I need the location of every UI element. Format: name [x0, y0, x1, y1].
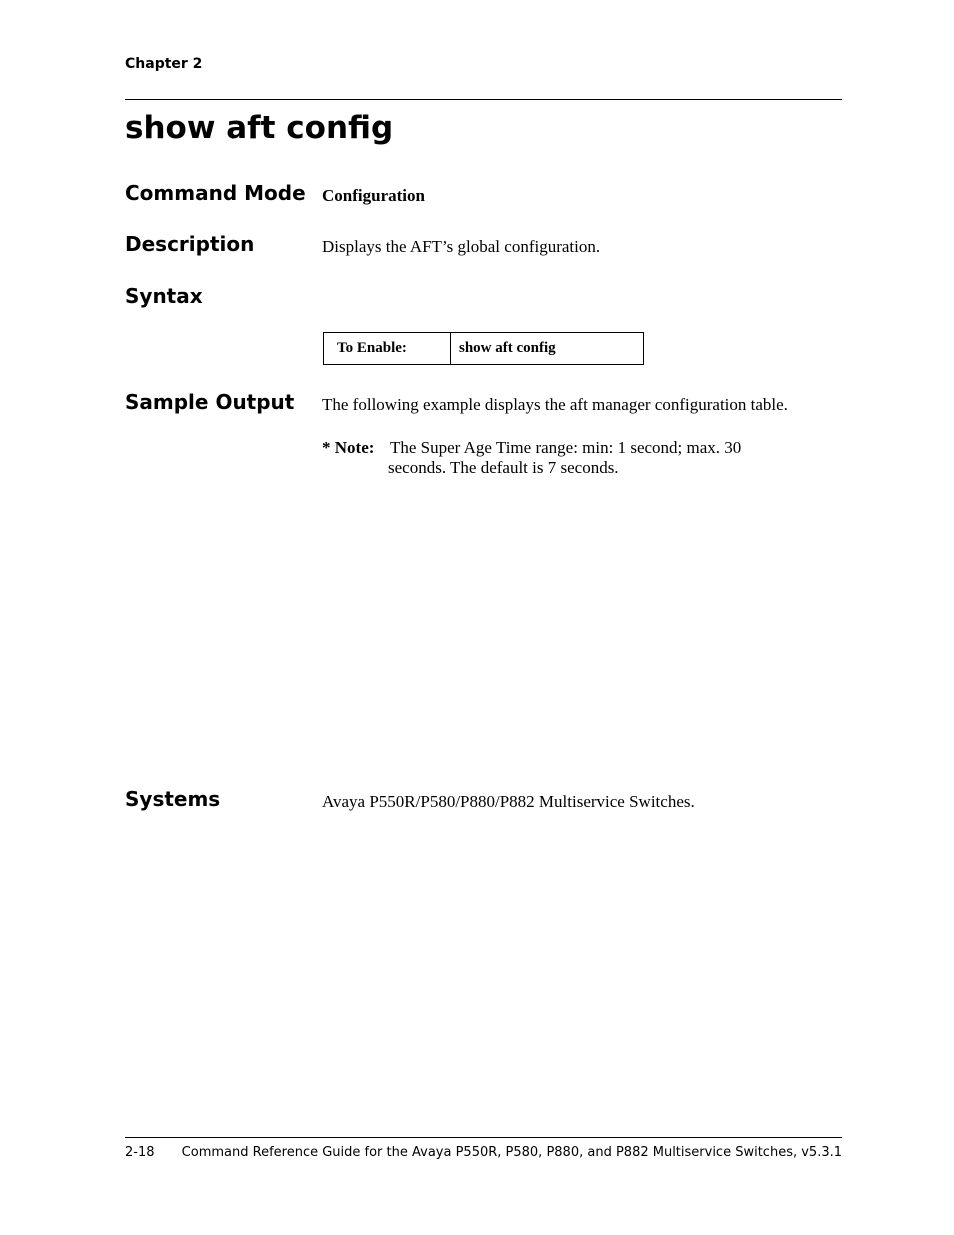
- footer-doc-title: Command Reference Guide for the Avaya P550R, P580, P880, and P882 Multiservice Switches, v5.3.1: [181, 1145, 842, 1160]
- description-text: Displays the AFT’s global configuration.: [322, 237, 601, 256]
- syntax-table: [323, 332, 644, 365]
- systems-heading: Systems: [125, 787, 221, 811]
- footer-page-number: 2-18: [125, 1145, 155, 1160]
- sample-output-text: The following example displays the aft manager configuration table.: [322, 395, 788, 414]
- chapter-label: Chapter 2: [125, 56, 203, 72]
- syntax-command-cell: show aft config: [459, 340, 556, 356]
- command-mode-value: Configuration: [322, 186, 425, 205]
- command-mode-heading: Command Mode: [125, 181, 306, 205]
- footer-divider: [125, 1137, 842, 1138]
- systems-text: Avaya P550R/P580/P880/P882 Multiservice Switches.: [322, 792, 695, 811]
- header-divider: [125, 99, 842, 100]
- syntax-heading: Syntax: [125, 284, 203, 308]
- note-label: * Note:: [322, 438, 375, 457]
- note-text-line-1: The Super Age Time range: min: 1 second; max. 30: [390, 438, 742, 457]
- syntax-label-cell: To Enable:: [324, 333, 451, 364]
- description-heading: Description: [125, 232, 255, 256]
- note-text-line-2: seconds. The default is 7 seconds.: [388, 458, 619, 477]
- page-title: show aft config: [125, 110, 394, 146]
- sample-output-heading: Sample Output: [125, 390, 295, 414]
